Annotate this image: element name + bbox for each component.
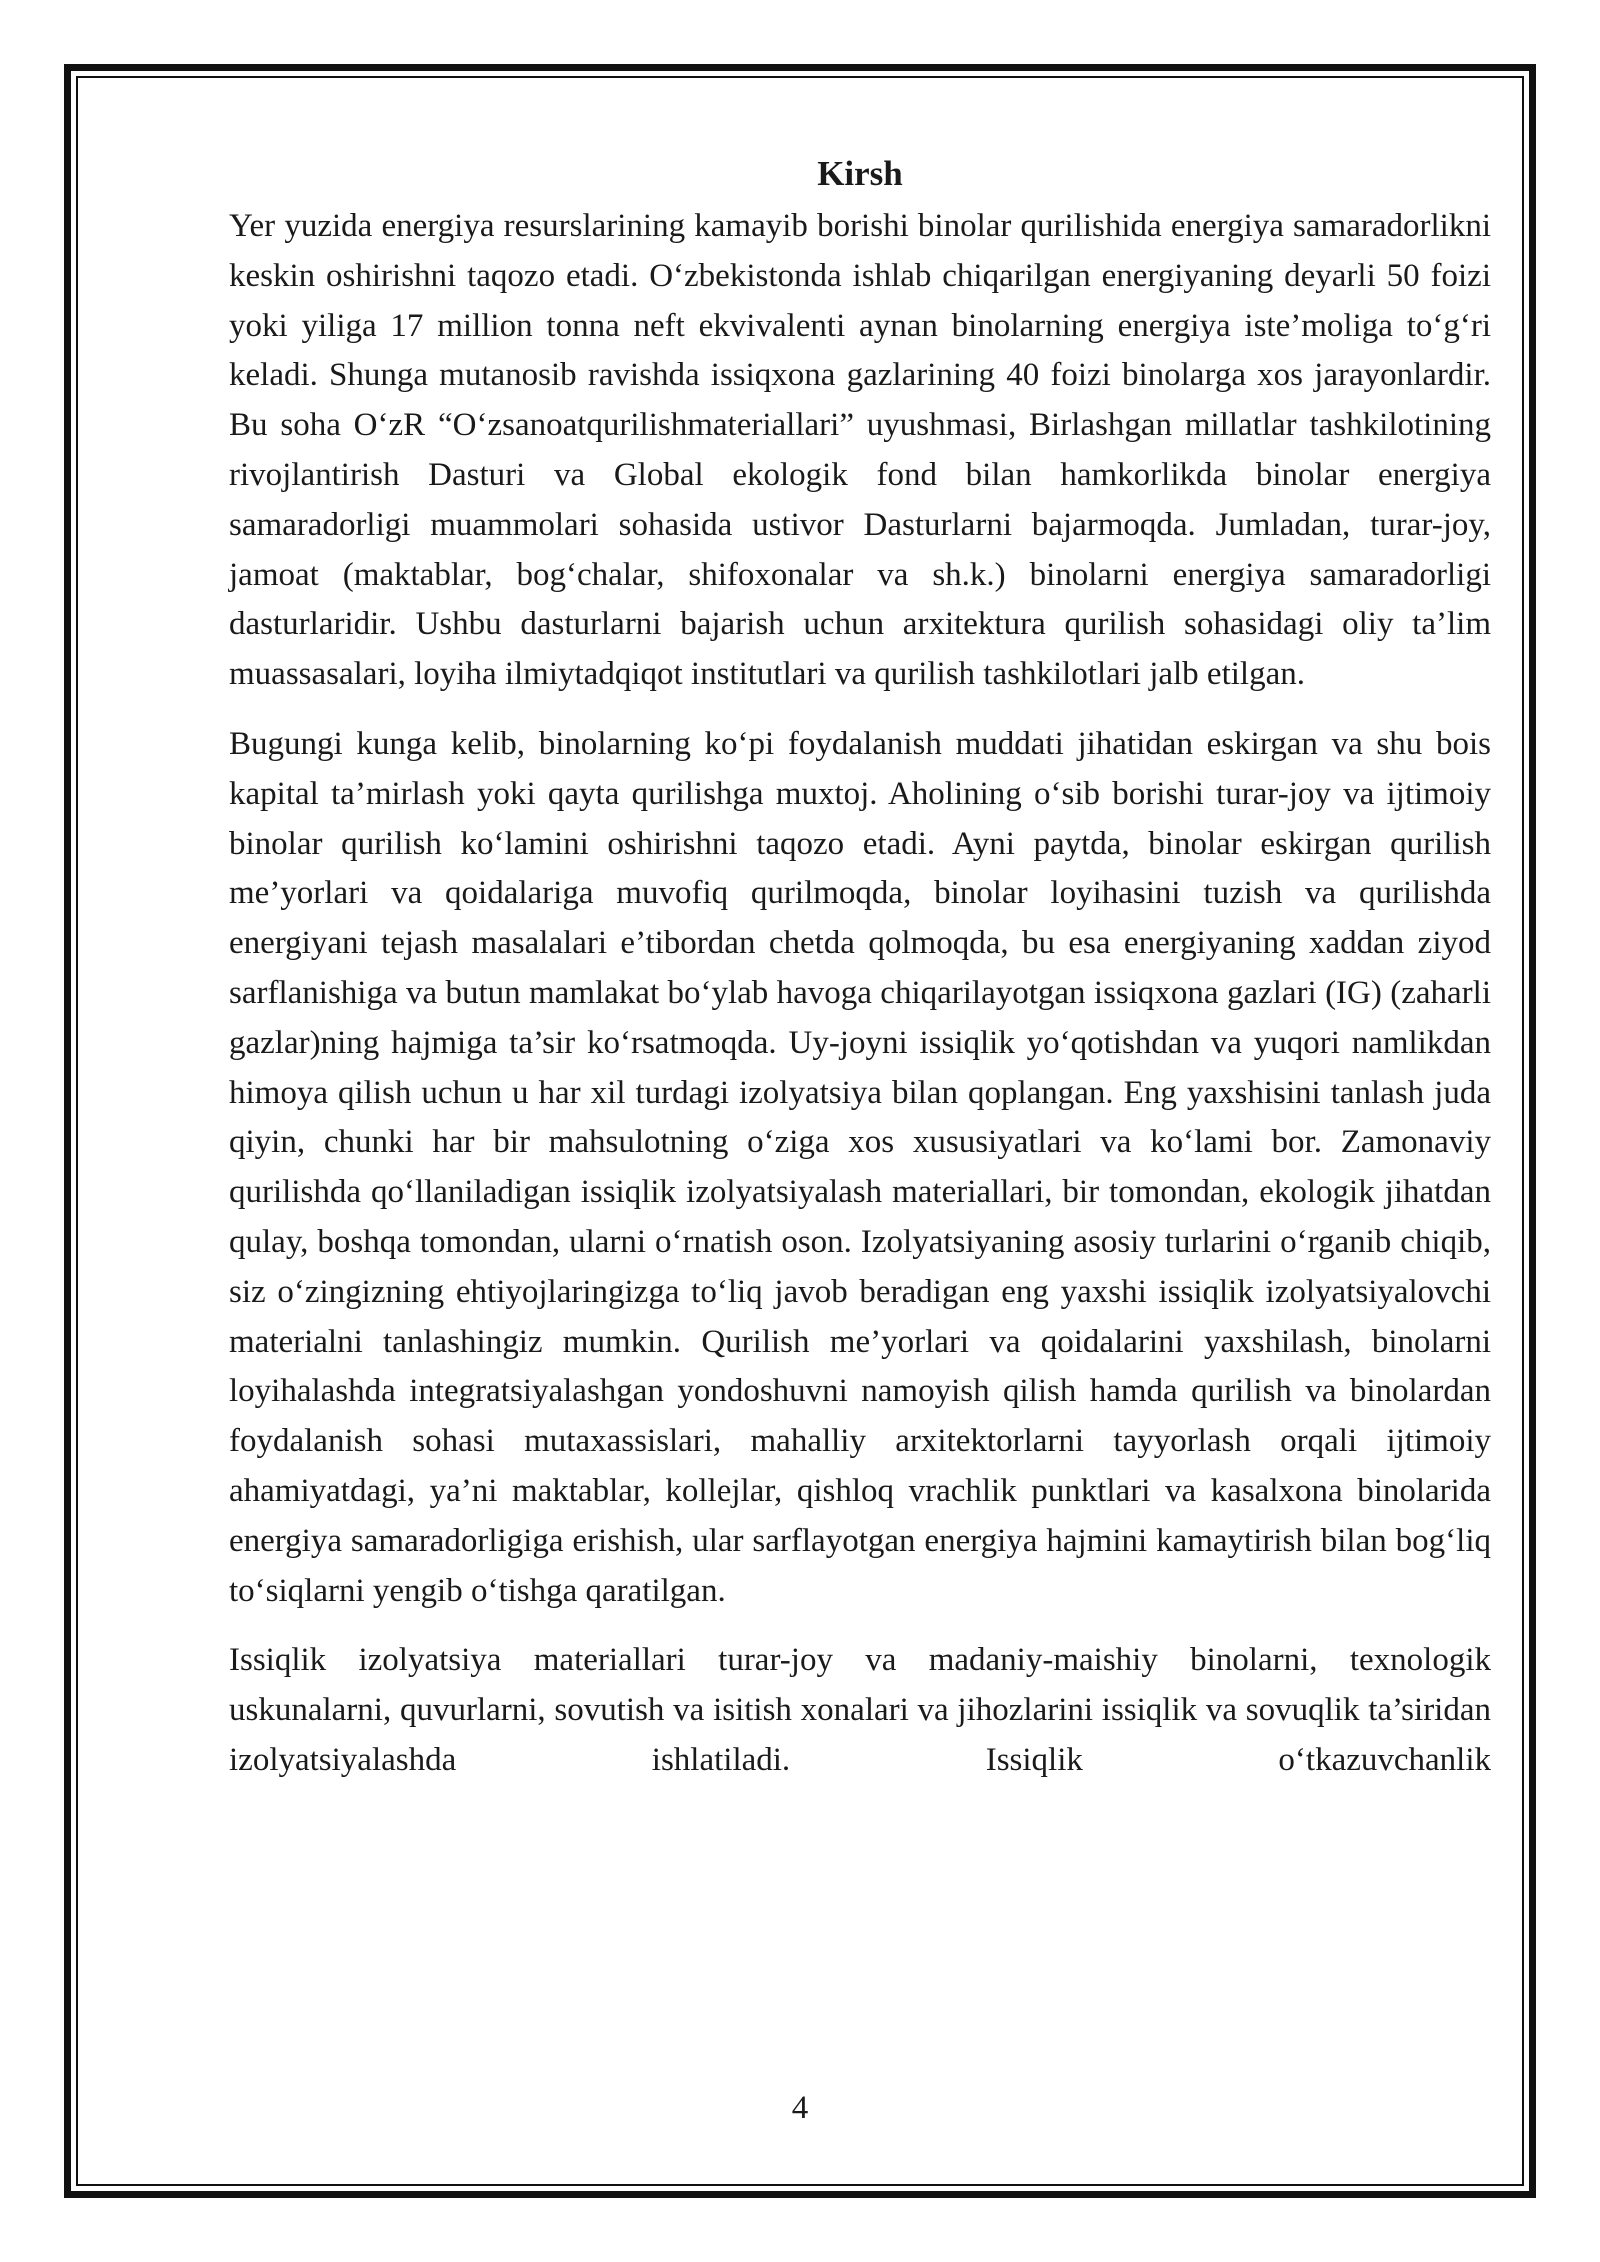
paragraph-2: Bugungi kunga kelib, binolarning ko‘pi foydalanish muddati jihatidan eskirgan va shu bois kapital ta’mirlash yoki qayta qurilishga muxtoj. Aholining o‘sib borishi turar-joy va ijtimoiy binolar qurilish ko‘lamini oshirishni taqozo etadi. Ayni paytda, binolar eskirgan qurilish me’yorlari va qoidalariga muvofiq qurilmoqda, binolar loyihasini tuzish va qurilishda energiyani tejash masalalari e’tibordan chetda qolmoqda, bu esa energiyaning xaddan ziyod sarflanishiga va butun mamlakat bo‘ylab havoga chiqarilayotgan issiqxona gazlari (IG) (zaharli gazlar)ning hajmiga ta’sir ko‘rsatmoqda. Uy-joyni issiqlik yo‘qotishdan va yuqori namlikdan himoya qilish uchun u har xil turdagi izolyatsiya bilan qoplangan. Eng yaxshisini tanlash juda qiyin, chunki har bir mahsulotning o‘ziga xos xususiyatlari va ko‘lami bor. Zamonaviy qurilishda qo‘llaniladigan issiqlik izolyatsiyalash materiallari, bir tomondan, ekologik jihatdan qulay, boshqa tomondan, ularni o‘rnatish oson. Izolyatsiyaning asosiy turlarini o‘rganib chiqib, siz o‘zingizning ehtiyojlaringizga to‘liq javob beradigan eng yaxshi issiqlik izolyatsiyalovchi materialni tanlashingiz mumkin. Qurilish me’yorlari va qoidalarini yaxshilash, binolarni loyihalashda integratsiyalashgan yondoshuvni namoyish qilish hamda qurilish va binolardan foydalanish sohasi mutaxassislari, mahalliy arxitektorlarni tayyorlash orqali ijtimoiy ahamiyatdagi, ya’ni maktablar, kollejlar, qishloq vrachlik punktlari va kasalxona binolarida energiya samaradorligiga erishish, ular sarflayotgan energiya hajmini kamaytirish bilan bog‘liq to‘siqlarni yengib o‘tishga qaratilgan. (229, 725, 1491, 1609)
document-body (229, 148, 1491, 1806)
page-number: 4 (791, 2090, 809, 2126)
paragraph-1: Yer yuzida energiya resurslarining kamayib borishi binolar qurilishida energiya samaradorlikni keskin oshirishni taqozo etadi. O‘zbekistonda ishlab chiqarilgan energiyaning deyarli 50 foizi yoki yiliga 17 million tonna neft ekvivalenti aynan binolarning energiya iste’moliga to‘g‘ri keladi. Shunga mutanosib ravishda issiqxona gazlarining 40 foizi binolarga xos jarayonlardir. Bu soha O‘zR “O‘zsanoatqurilishmateriallari” uyushmasi, Birlashgan millatlar tashkilotining rivojlantirish Dasturi va Global ekologik fond bilan hamkorlikda binolar energiya samaradorligi muammolari sohasida ustivor Dasturlarni bajarmoqda. Jumladan, turar-joy, jamoat (maktablar, bog‘chalar, shifoxonalar va sh.k.) binolarni energiya samaradorligi dasturlaridir. Ushbu dasturlarni bajarish uchun arxitektura qurilish sohasidagi oliy ta’lim muassasalari, loyiha ilmiytadqiqot institutlari va qurilish tashkilotlari jalb etilgan. (229, 208, 1491, 693)
paragraph-3: Issiqlik izolyatsiya materiallari turar-joy va madaniy-maishiy binolarni, texnologik uskunalarni, quvurlarni, sovutish va isitish xonalari va jihozlarini issiqlik va sovuqlik ta’siridan izolyatsiyalashda ishlatiladi. Issiqlik o‘tkazuvchanlik (229, 1642, 1491, 1778)
section-heading: Kirsh (817, 154, 903, 193)
